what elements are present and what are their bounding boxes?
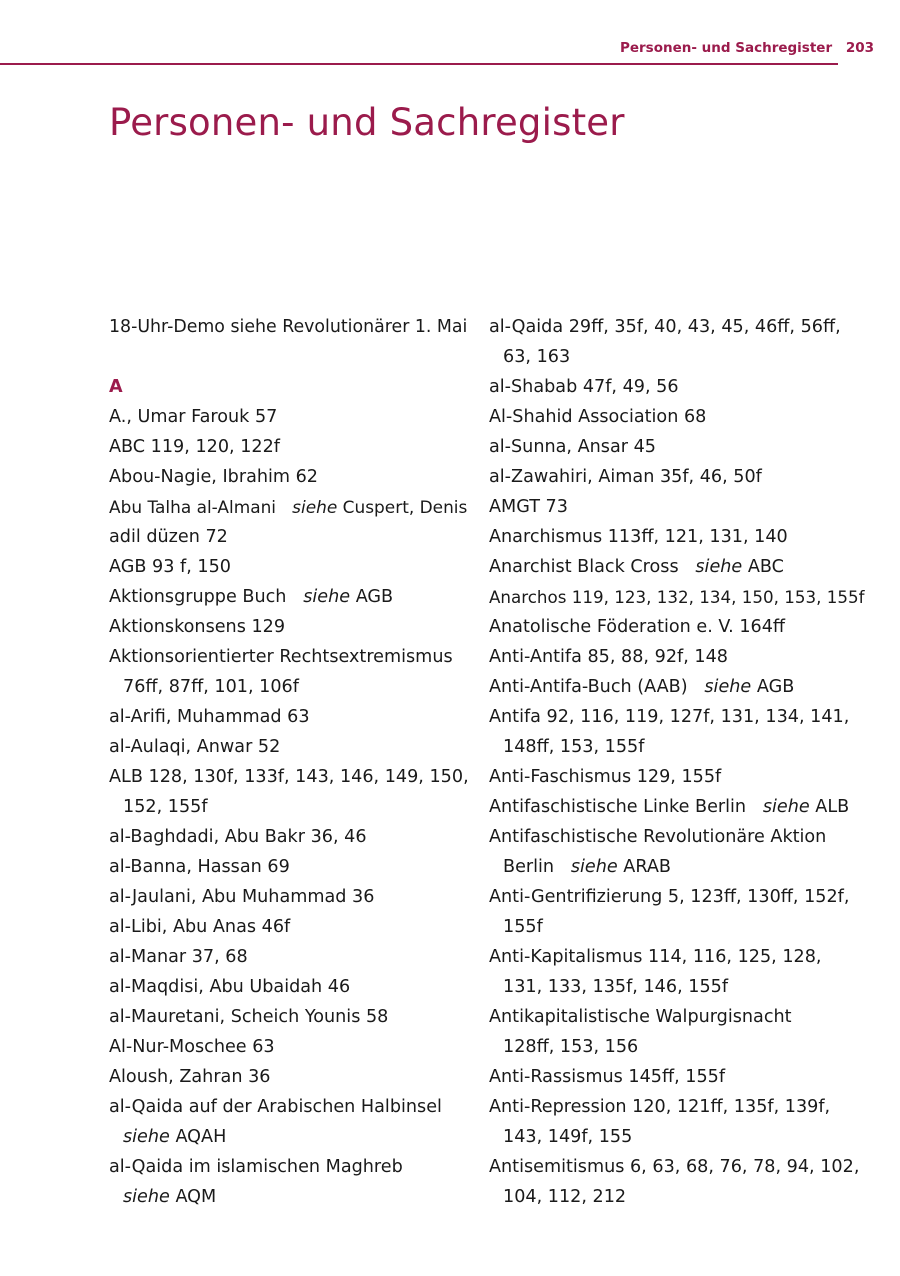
- see-reference-target: ABC: [747, 557, 784, 577]
- index-entry: al-Jaulani, Abu Muhammad 36: [109, 887, 375, 907]
- index-entry: al-Qaida 29ff, 35f, 40, 43, 45, 46ff, 56ff,: [489, 317, 841, 337]
- index-entry-continuation: 155f: [503, 917, 543, 937]
- index-entry: Aloush, Zahran 36: [109, 1067, 271, 1087]
- index-entry: Antikapitalistische Walpurgisnacht: [489, 1007, 792, 1027]
- index-entry: 18-Uhr-Demo siehe Revolutionärer 1. Mai: [109, 317, 468, 337]
- see-reference-label: siehe: [762, 797, 810, 817]
- index-column-right: [489, 312, 869, 1212]
- index-entry: AMGT 73: [489, 497, 568, 517]
- index-entry: Antifa 92, 116, 119, 127f, 131, 134, 141,: [489, 707, 850, 727]
- index-entry: Antifaschistische Revolutionäre Aktion: [489, 827, 827, 847]
- index-entry: al-Qaida auf der Arabischen Halbinsel: [109, 1097, 442, 1117]
- see-reference-target: AGB: [756, 677, 795, 697]
- index-entry: [109, 492, 471, 522]
- see-reference-label: siehe: [292, 497, 338, 517]
- index-entry: [489, 792, 869, 822]
- index-entry: Al-Shahid Association 68: [489, 407, 707, 427]
- index-entry-continuation: [489, 852, 869, 882]
- index-entry: al-Banna, Hassan 69: [109, 857, 290, 877]
- index-entry: Anarchos 119, 123, 132, 134, 150, 153, 155f: [489, 587, 865, 607]
- index-entry-continuation: 148ff, 153, 155f: [503, 737, 645, 757]
- section-letter: A: [109, 377, 123, 397]
- entry-term: Antifaschistische Linke Berlin: [489, 797, 747, 817]
- index-entry: [489, 552, 869, 582]
- see-reference-target: ARAB: [623, 857, 671, 877]
- index-entry: ALB 128, 130f, 133f, 143, 146, 149, 150,: [109, 767, 469, 787]
- see-reference-label: siehe: [123, 1127, 170, 1147]
- index-entry: Aktionskonsens 129: [109, 617, 286, 637]
- index-entry: A., Umar Farouk 57: [109, 407, 278, 427]
- index-entry-continuation: 104, 112, 212: [503, 1187, 627, 1207]
- index-entry: Al-Nur-Moschee 63: [109, 1037, 275, 1057]
- index-entry-continuation: 76ff, 87ff, 101, 106f: [123, 677, 299, 697]
- see-reference-label: siehe: [303, 587, 351, 607]
- index-entry: al-Sunna, Ansar 45: [489, 437, 656, 457]
- page-title: Personen- und Sachregister: [109, 101, 625, 144]
- index-entry: al-Maqdisi, Abu Ubaidah 46: [109, 977, 351, 997]
- index-entry: ABC 119, 120, 122f: [109, 437, 280, 457]
- see-reference-target: ALB: [815, 797, 850, 817]
- index-entry: Anti-Rassismus 145ff, 155f: [489, 1067, 726, 1087]
- index-entry: al-Aulaqi, Anwar 52: [109, 737, 281, 757]
- index-entry: Anti-Antifa 85, 88, 92f, 148: [489, 647, 728, 667]
- index-entry: al-Mauretani, Scheich Younis 58: [109, 1007, 389, 1027]
- see-reference-target: AQM: [175, 1187, 217, 1207]
- see-reference-target: AQAH: [175, 1127, 227, 1147]
- entry-term: Berlin: [503, 857, 555, 877]
- index-entry: al-Shabab 47f, 49, 56: [489, 377, 679, 397]
- index-entry: Anatolische Föderation e. V. 164ff: [489, 617, 786, 637]
- index-entry: [489, 672, 869, 702]
- entry-term: Anarchist Black Cross: [489, 557, 679, 577]
- see-reference-label: siehe: [695, 557, 743, 577]
- see-reference-label: siehe: [123, 1187, 170, 1207]
- index-entry-continuation: [109, 1122, 471, 1152]
- index-entry-continuation: 63, 163: [503, 347, 571, 367]
- index-entry-continuation: [109, 1182, 471, 1212]
- index-entry: Anti-Faschismus 129, 155f: [489, 767, 722, 787]
- index-entry: Aktionsorientierter Rechtsextremismus: [109, 647, 453, 667]
- page-number: 203: [845, 40, 874, 56]
- see-reference-target: Cuspert, Denis: [342, 497, 468, 517]
- see-reference-label: siehe: [570, 857, 618, 877]
- index-entry: al-Libi, Abu Anas 46f: [109, 917, 291, 937]
- index-entry-continuation: 128ff, 153, 156: [503, 1037, 639, 1057]
- index-entry: al-Arifi, Muhammad 63: [109, 707, 310, 727]
- running-head: [620, 40, 874, 56]
- index-entry: al-Baghdadi, Abu Bakr 36, 46: [109, 827, 367, 847]
- index-entry: al-Manar 37, 68: [109, 947, 248, 967]
- index-entry-continuation: 143, 149f, 155: [503, 1127, 633, 1147]
- index-entry: Anti-Gentrifizierung 5, 123ff, 130ff, 152f,: [489, 887, 850, 907]
- index-entry: Abou-Nagie, Ibrahim 62: [109, 467, 319, 487]
- see-reference-label: siehe: [704, 677, 752, 697]
- index-entry: adil düzen 72: [109, 527, 228, 547]
- index-entry: al-Zawahiri, Aiman 35f, 46, 50f: [489, 467, 762, 487]
- index-entry-continuation: 131, 133, 135f, 146, 155f: [503, 977, 729, 997]
- see-reference-target: AGB: [355, 587, 394, 607]
- entry-term: Aktionsgruppe Buch: [109, 587, 287, 607]
- index-column-left: [109, 312, 471, 1212]
- index-entry-continuation: 152, 155f: [123, 797, 208, 817]
- section-spacer: [109, 342, 471, 372]
- index-entry: AGB 93 f, 150: [109, 557, 231, 577]
- entry-term: Abu Talha al-Almani: [109, 497, 277, 517]
- index-entry: Anarchismus 113ff, 121, 131, 140: [489, 527, 788, 547]
- index-entry: Anti-Repression 120, 121ff, 135f, 139f,: [489, 1097, 831, 1117]
- header-rule: [0, 63, 838, 65]
- index-entry: Antisemitismus 6, 63, 68, 76, 78, 94, 102,: [489, 1157, 860, 1177]
- index-entry: al-Qaida im islamischen Maghreb: [109, 1157, 403, 1177]
- running-head-title: Personen- und Sachregister: [619, 40, 833, 56]
- index-entry: Anti-Kapitalismus 114, 116, 125, 128,: [489, 947, 822, 967]
- index-entry: [109, 582, 471, 612]
- entry-term: Anti-Antifa-Buch (AAB): [489, 677, 688, 697]
